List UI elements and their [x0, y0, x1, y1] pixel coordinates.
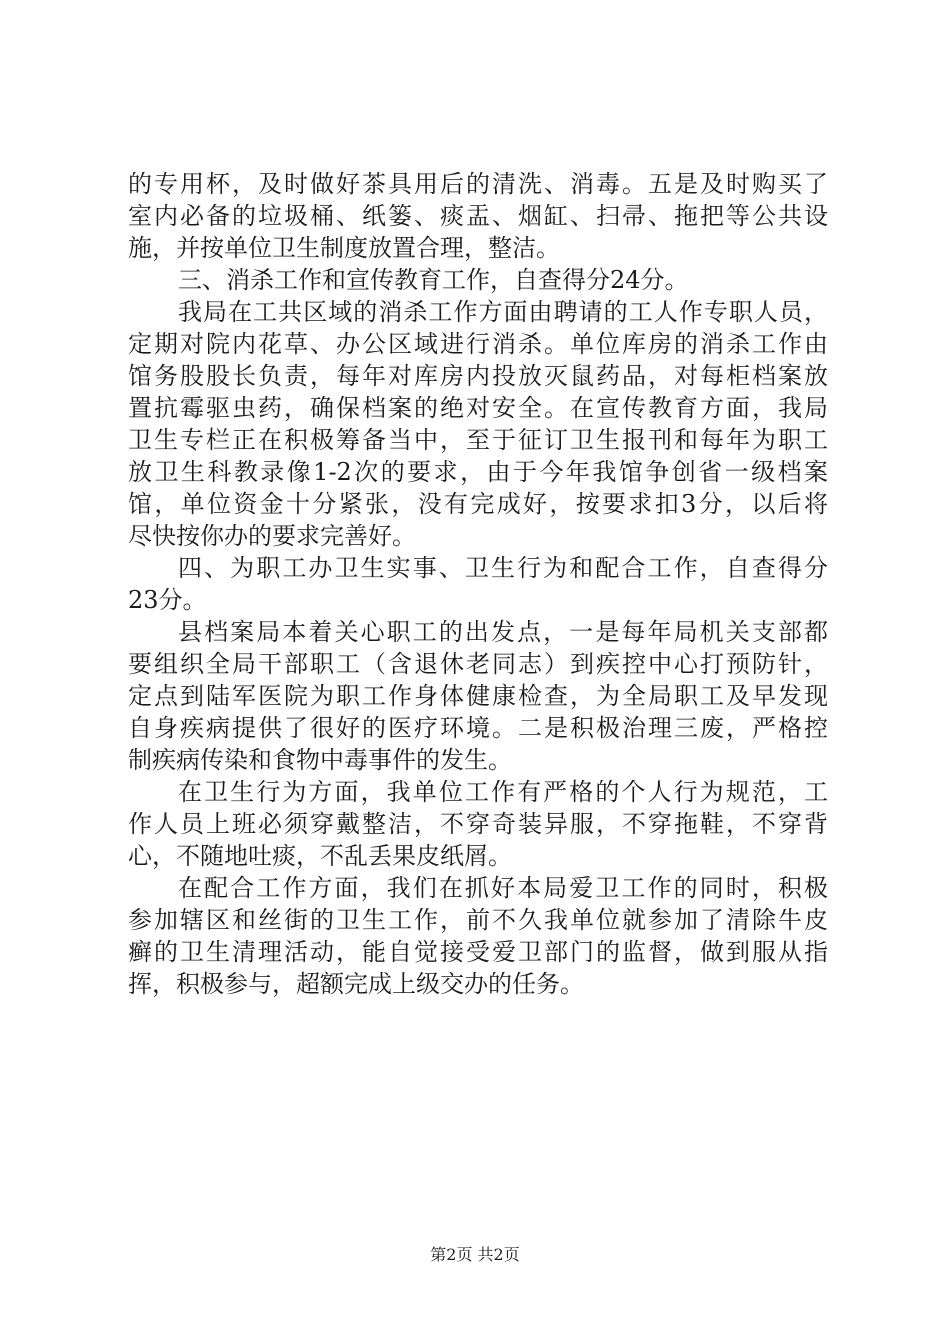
text-line: 自身疾病提供了很好的医疗环境。二是积极治理三废，严格控: [128, 714, 828, 742]
text-line: 作人员上班必须穿戴整洁，不穿奇装异服，不穿拖鞋，不穿背: [128, 810, 828, 838]
text-line: 要组织全局干部职工（含退休老同志）到疾控中心打预防针，: [128, 650, 828, 678]
text-line: 在配合工作方面，我们在抓好本局爱卫工作的同时，积极: [178, 874, 828, 902]
text-line: 室内必备的垃圾桶、纸篓、痰盂、烟缸、扫帚、拖把等公共设: [128, 202, 828, 230]
text-line: 施，并按单位卫生制度放置合理，整洁。: [128, 234, 560, 262]
text-line: 23分。: [128, 586, 207, 614]
text-line: 制疾病传染和食物中毒事件的发生。: [128, 746, 512, 774]
text-line: 的专用杯，及时做好茶具用后的清洗、消毒。五是及时购买了: [128, 170, 828, 198]
text-line: 癣的卫生清理活动，能自觉接受爱卫部门的监督，做到服从指: [128, 938, 828, 966]
text-line: 我局在工共区域的消杀工作方面由聘请的工人作专职人员，: [178, 298, 828, 326]
text-line: 馆务股股长负责，每年对库房内投放灭鼠药品，对每柜档案放: [128, 362, 828, 390]
text-line: 三、消杀工作和宣传教育工作，自查得分24分。: [178, 266, 689, 294]
text-line: 四、为职工办卫生实事、卫生行为和配合工作，自查得分: [178, 554, 828, 582]
text-line: 县档案局本着关心职工的出发点，一是每年局机关支部都: [178, 618, 828, 646]
text-line: 挥，积极参与，超额完成上级交办的任务。: [128, 970, 584, 998]
text-line: 尽快按你办的要求完善好。: [128, 522, 416, 550]
text-line: 定期对院内花草、办公区域进行消杀。单位库房的消杀工作由: [128, 330, 828, 358]
page-footer: 第2页 共2页: [430, 1245, 520, 1264]
text-line: 馆，单位资金十分紧张，没有完成好，按要求扣3分，以后将: [128, 490, 828, 518]
text-line: 定点到陆军医院为职工作身体健康检查，为全局职工及早发现: [128, 682, 828, 710]
text-line: 置抗霉驱虫药，确保档案的绝对安全。在宣传教育方面，我局: [128, 394, 828, 422]
text-line: 参加辖区和丝街的卫生工作，前不久我单位就参加了清除牛皮: [128, 906, 828, 934]
text-line: 心，不随地吐痰，不乱丢果皮纸屑。: [128, 842, 512, 870]
text-line: 卫生专栏正在积极筹备当中，至于征订卫生报刊和每年为职工: [128, 426, 828, 454]
text-line: 放卫生科教录像1-2次的要求，由于今年我馆争创省一级档案: [128, 458, 828, 486]
text-line: 在卫生行为方面，我单位工作有严格的个人行为规范，工: [178, 778, 828, 806]
document-body: [128, 168, 828, 1000]
document-text: [128, 168, 828, 1000]
